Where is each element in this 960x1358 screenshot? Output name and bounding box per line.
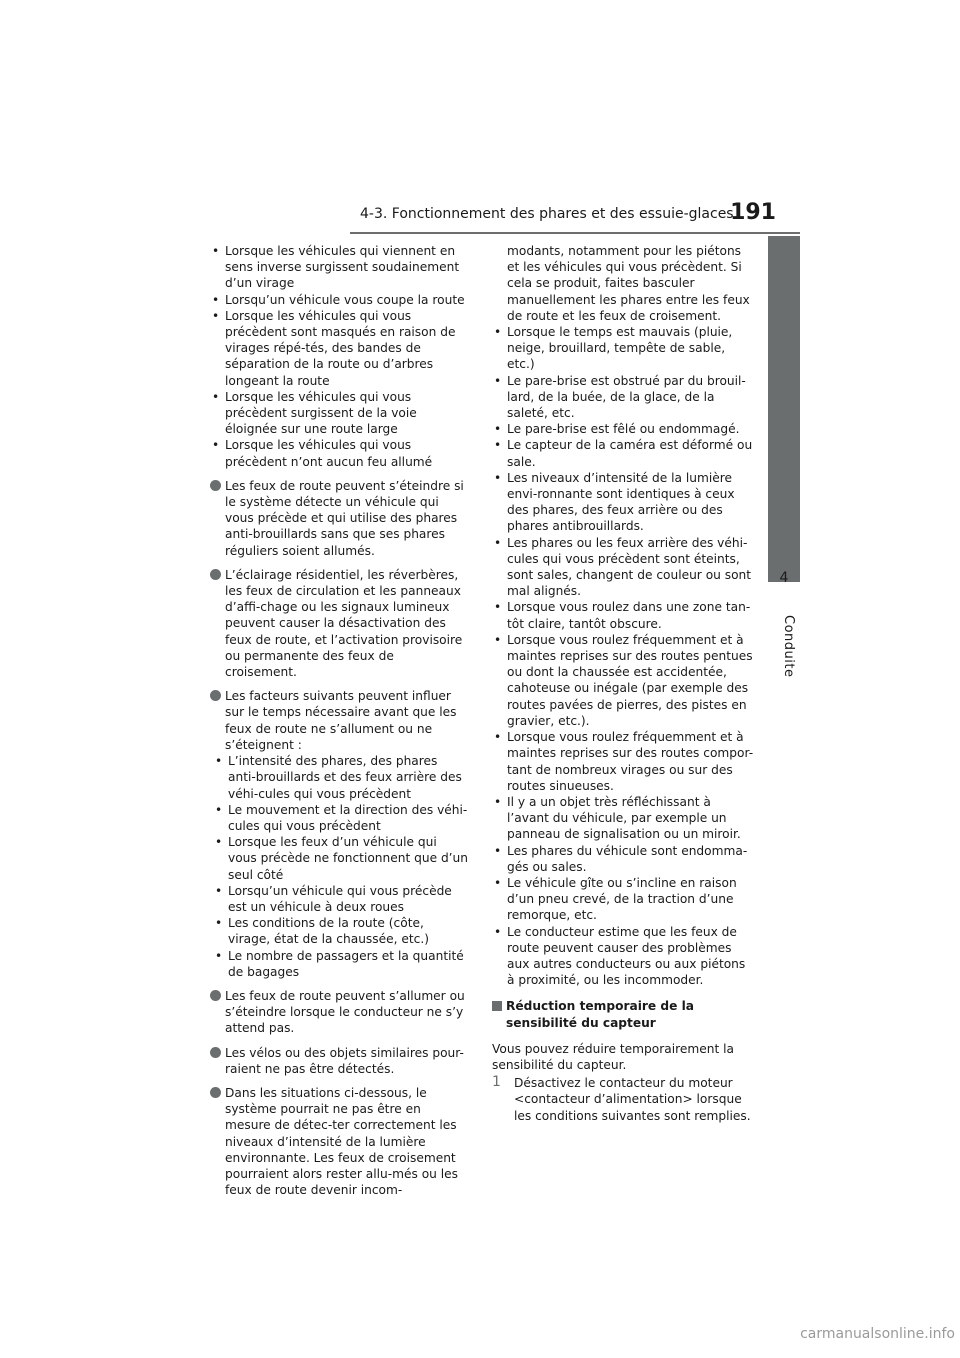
list-item: • Lorsque les feux d’un véhicule qui vous précède ne fonctionnent que d’un seul côté xyxy=(213,834,468,883)
list-item: • Le conducteur estime que les feux de route peuvent causer des problèmes aux autres conducteurs ou aux piétons à proximité, ou les incommoder. xyxy=(492,924,756,989)
list-item: • Le nombre de passagers et la quantité de bagages xyxy=(213,948,468,980)
list-item: • Lorsque les véhicules qui vous précèdent sont masqués en raison de virages répé-tés, des bandes de séparation de la route ou d’arbres longeant la route xyxy=(210,308,468,389)
list-item: • Les phares ou les feux arrière des véhi-cules qui vous précèdent sont éteints, sont sales, changent de couleur ou sont mal alignés. xyxy=(492,535,756,600)
note-item xyxy=(210,988,468,1037)
page-number: 191 xyxy=(730,200,776,225)
continued-text: modants, notamment pour les piétons et les véhicules qui vous précèdent. Si cela se produit, faites basculer manuellement les phares entre les feux de route et les feux de croisement. xyxy=(507,244,750,323)
chapter-label: Conduite xyxy=(781,615,796,678)
list-item: • Les phares du véhicule sont endomma-gés ou sales. xyxy=(492,843,756,875)
list-item: • Le pare-brise est fêlé ou endommagé. xyxy=(492,421,756,437)
bullet-dot-icon xyxy=(210,569,221,580)
note-item xyxy=(210,567,468,680)
list-item: • Il y a un objet très réfléchissant à l’avant du véhicule, par exemple un panneau de signalisation ou un miroir. xyxy=(492,794,756,843)
list-item: • Le pare-brise est obstrué par du brouil-lard, de la buée, de la glace, de la saleté, etc. xyxy=(492,373,756,422)
list-item: • Lorsque les véhicules qui vous précèdent surgissent de la voie éloignée sur une route large xyxy=(210,389,468,438)
list-item: • Lorsque vous roulez dans une zone tan-tôt claire, tantôt obscure. xyxy=(492,599,756,631)
note-text: L’éclairage résidentiel, les réverbères, les feux de circulation et les panneaux d’affi-chage ou les signaux lumineux peuvent causer la désactivation des feux de route, et l’activation provisoire ou permanente des feux de croisement. xyxy=(225,567,463,680)
list-item: • Lorsqu’un véhicule qui vous précède est un véhicule à deux roues xyxy=(213,883,468,915)
bullet-dot-icon xyxy=(210,1047,221,1058)
heading-square-icon xyxy=(492,1001,502,1011)
chapter-side-tab xyxy=(768,236,800,582)
body-paragraph: Vous pouvez réduire temporairement la sensibilité du capteur. xyxy=(492,1041,734,1072)
right-column xyxy=(492,243,756,1124)
note-text: Dans les situations ci-dessous, le système pourrait ne pas être en mesure de détec-ter correctement les niveaux d’intensité de la lumière environnante. Les feux de croisement pourraient alors rester allu-més ou les feux de route devenir incom- xyxy=(225,1085,458,1198)
list-item: • L’intensité des phares, des phares anti-brouillards et des feux arrière des véhi-cules qui vous précèdent xyxy=(213,753,468,802)
intro-bullet-list xyxy=(210,243,468,470)
list-item: • Le mouvement et la direction des véhi-cules qui vous précèdent xyxy=(213,802,468,834)
list-item: • Lorsque les véhicules qui vous précèdent n’ont aucun feu allumé xyxy=(210,437,468,469)
bullet-dot-icon xyxy=(210,690,221,701)
section-heading-text: Réduction temporaire de la sensibilité du capteur xyxy=(506,999,695,1030)
bullet-dot-icon xyxy=(210,1087,221,1098)
page-header xyxy=(0,0,960,270)
bullet-dot-icon xyxy=(210,990,221,1001)
note-item xyxy=(210,1085,468,1198)
note-text: Les feux de route peuvent s’éteindre si le système détecte un véhicule qui vous précède et qui utilise des phares anti-brouillards sans que ses phares réguliers soient allumés. xyxy=(225,478,464,558)
factor-bullet-list xyxy=(225,753,468,980)
note-text: Les feux de route peuvent s’allumer ou s’éteindre lorsque le conducteur ne s’y attend pas. xyxy=(225,988,465,1036)
header-rule xyxy=(350,232,800,234)
condition-bullet-list xyxy=(492,324,756,988)
step-number: 1 xyxy=(492,1074,501,1091)
section-title: 4-3. Fonctionnement des phares et des essuie-glaces xyxy=(360,206,734,222)
note-text: Les vélos ou des objets similaires pour-raient ne pas être détectés. xyxy=(225,1045,464,1076)
chapter-number: 4 xyxy=(779,570,789,586)
list-item: • Lorsqu’un véhicule vous coupe la route xyxy=(210,292,468,308)
step-text: Désactivez le contacteur du moteur <contacteur d’alimentation> lorsque les conditions suivantes sont remplies. xyxy=(514,1076,751,1123)
list-item: • Les niveaux d’intensité de la lumière envi-ronnante sont identiques à ceux des phares, des feux arrière ou des phares antibrouillards. xyxy=(492,470,756,535)
list-item: • Lorsque le temps est mauvais (pluie, neige, brouillard, tempête de sable, etc.) xyxy=(492,324,756,373)
note-item xyxy=(210,1045,468,1077)
list-item: • Les conditions de la route (côte, virage, état de la chaussée, etc.) xyxy=(213,915,468,947)
note-item xyxy=(210,688,468,980)
note-text: Les facteurs suivants peuvent influer sur le temps nécessaire avant que les feux de route ne s’allument ou ne s’éteignent : xyxy=(225,689,457,752)
list-item: • Le capteur de la caméra est déformé ou sale. xyxy=(492,437,756,469)
step-1 xyxy=(492,1075,756,1124)
note-item xyxy=(210,478,468,559)
section-heading xyxy=(492,998,756,1030)
list-item: • Lorsque vous roulez fréquemment et à maintes reprises sur des routes compor-tant de nombreux virages ou sur des routes sinueuses. xyxy=(492,729,756,794)
left-column xyxy=(210,243,468,1198)
list-item: • Le véhicule gîte ou s’incline en raison d’un pneu crevé, de la traction d’une remorque, etc. xyxy=(492,875,756,924)
bullet-dot-icon xyxy=(210,480,221,491)
list-item: • Lorsque les véhicules qui viennent en sens inverse surgissent soudainement d’un virage xyxy=(210,243,468,292)
list-item: • Lorsque vous roulez fréquemment et à maintes reprises sur des routes pentues ou dont la chaussée est accidentée, cahoteuse ou inégale (par exemple des routes pavées de pierres, des pistes en gravier, etc.). xyxy=(492,632,756,729)
watermark: carmanualsonline.info xyxy=(800,1326,955,1342)
